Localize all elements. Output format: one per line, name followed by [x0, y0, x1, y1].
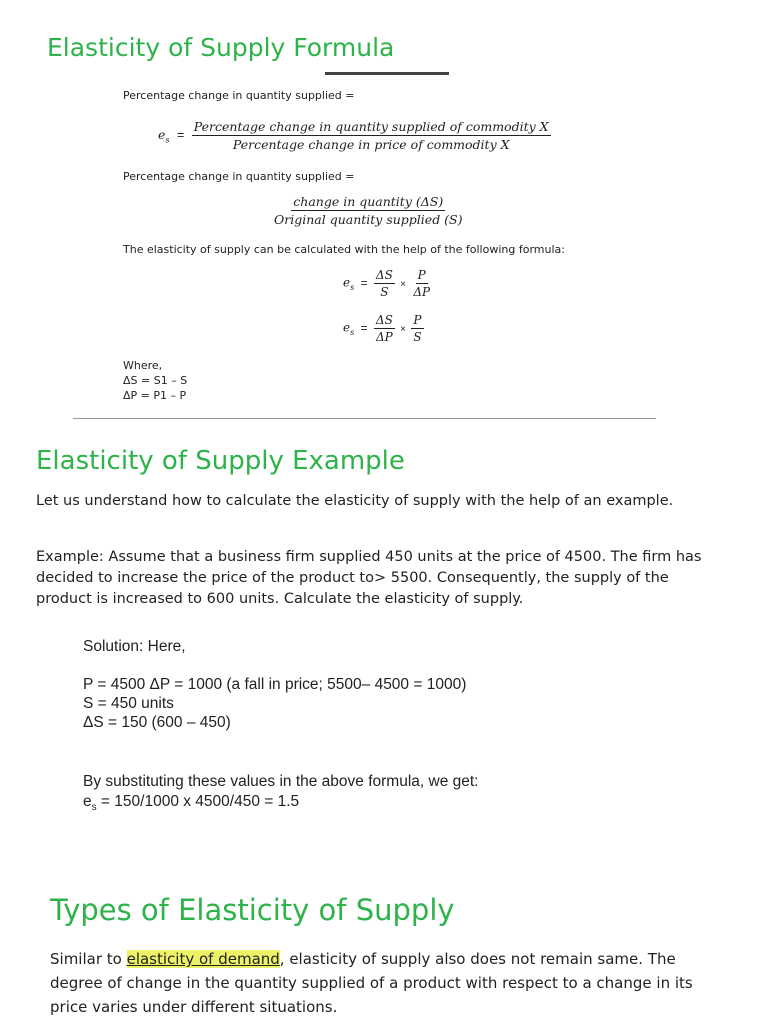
formula-intro-1: Percentage change in quantity supplied = — [123, 89, 355, 102]
formula-3: $e_s$ = $\frac{\Delta S}{S}$ × $\frac{P}{\Delta P}$ — [343, 268, 431, 299]
section-divider — [73, 418, 656, 419]
example-paragraph: Example: Assume that a business firm supplied 450 units at the price of 4500. The firm has decided to increase the price of the product to> 5500. Consequently, the supply of the product is increased to 600 units. Calculate the elasticity of supply. — [36, 549, 702, 607]
solution-result: By substituting these values in the above formula, we get: $e_s = 150/1000$ x 4500/450 = 1.5 — [83, 773, 479, 814]
formula-intro-2: Percentage change in quantity supplied = — [123, 170, 355, 183]
where-block: Where, ΔS = S1 – S ΔP = P1 – P — [123, 359, 188, 402]
solution-values: P = 4500 ΔP = 1000 (a fall in price; 5500– 4500 = 1000) S = 450 units ΔS = 150 (600 – 450) — [83, 676, 467, 731]
cropped-artifact — [325, 72, 449, 75]
formula-1: $e_s$ = $\frac{\text{Percentage change in quantity supplied of commodity X}}{\text{Percentage change in price of commodity X}}$ — [158, 119, 549, 152]
types-paragraph: Similar to elasticity of demand, elasticity of supply also does not remain same. The degree of change in the quantity supplied of a product with respect to a change in its price varies under different situations. — [50, 950, 693, 1016]
formula-4: $e_s$ = $\frac{\Delta S}{\Delta P}$ × $\frac{P}{S}$ — [343, 313, 422, 344]
section-title-formula: Elasticity of Supply Formula — [47, 33, 395, 62]
formula-1-fraction: $\frac{\text{Percentage change in quantity supplied of commodity X}}{\text{Percentage change in price of commodity X}}$ — [193, 119, 549, 152]
example-intro: Let us understand how to calculate the elasticity of supply with the help of an example. — [36, 493, 674, 509]
section-title-types: Types of Elasticity of Supply — [50, 893, 455, 927]
section-title-example: Elasticity of Supply Example — [36, 446, 405, 476]
formula-intro-3: The elasticity of supply can be calculated with the help of the following formula: — [123, 243, 565, 256]
solution-heading: Solution: Here, — [83, 638, 186, 655]
formula-2: $\frac{\text{change in quantity (ΔS)}}{\text{Original quantity supplied (S)}}$ — [274, 194, 463, 227]
elasticity-of-demand-link[interactable]: elasticity of demand — [126, 950, 280, 968]
